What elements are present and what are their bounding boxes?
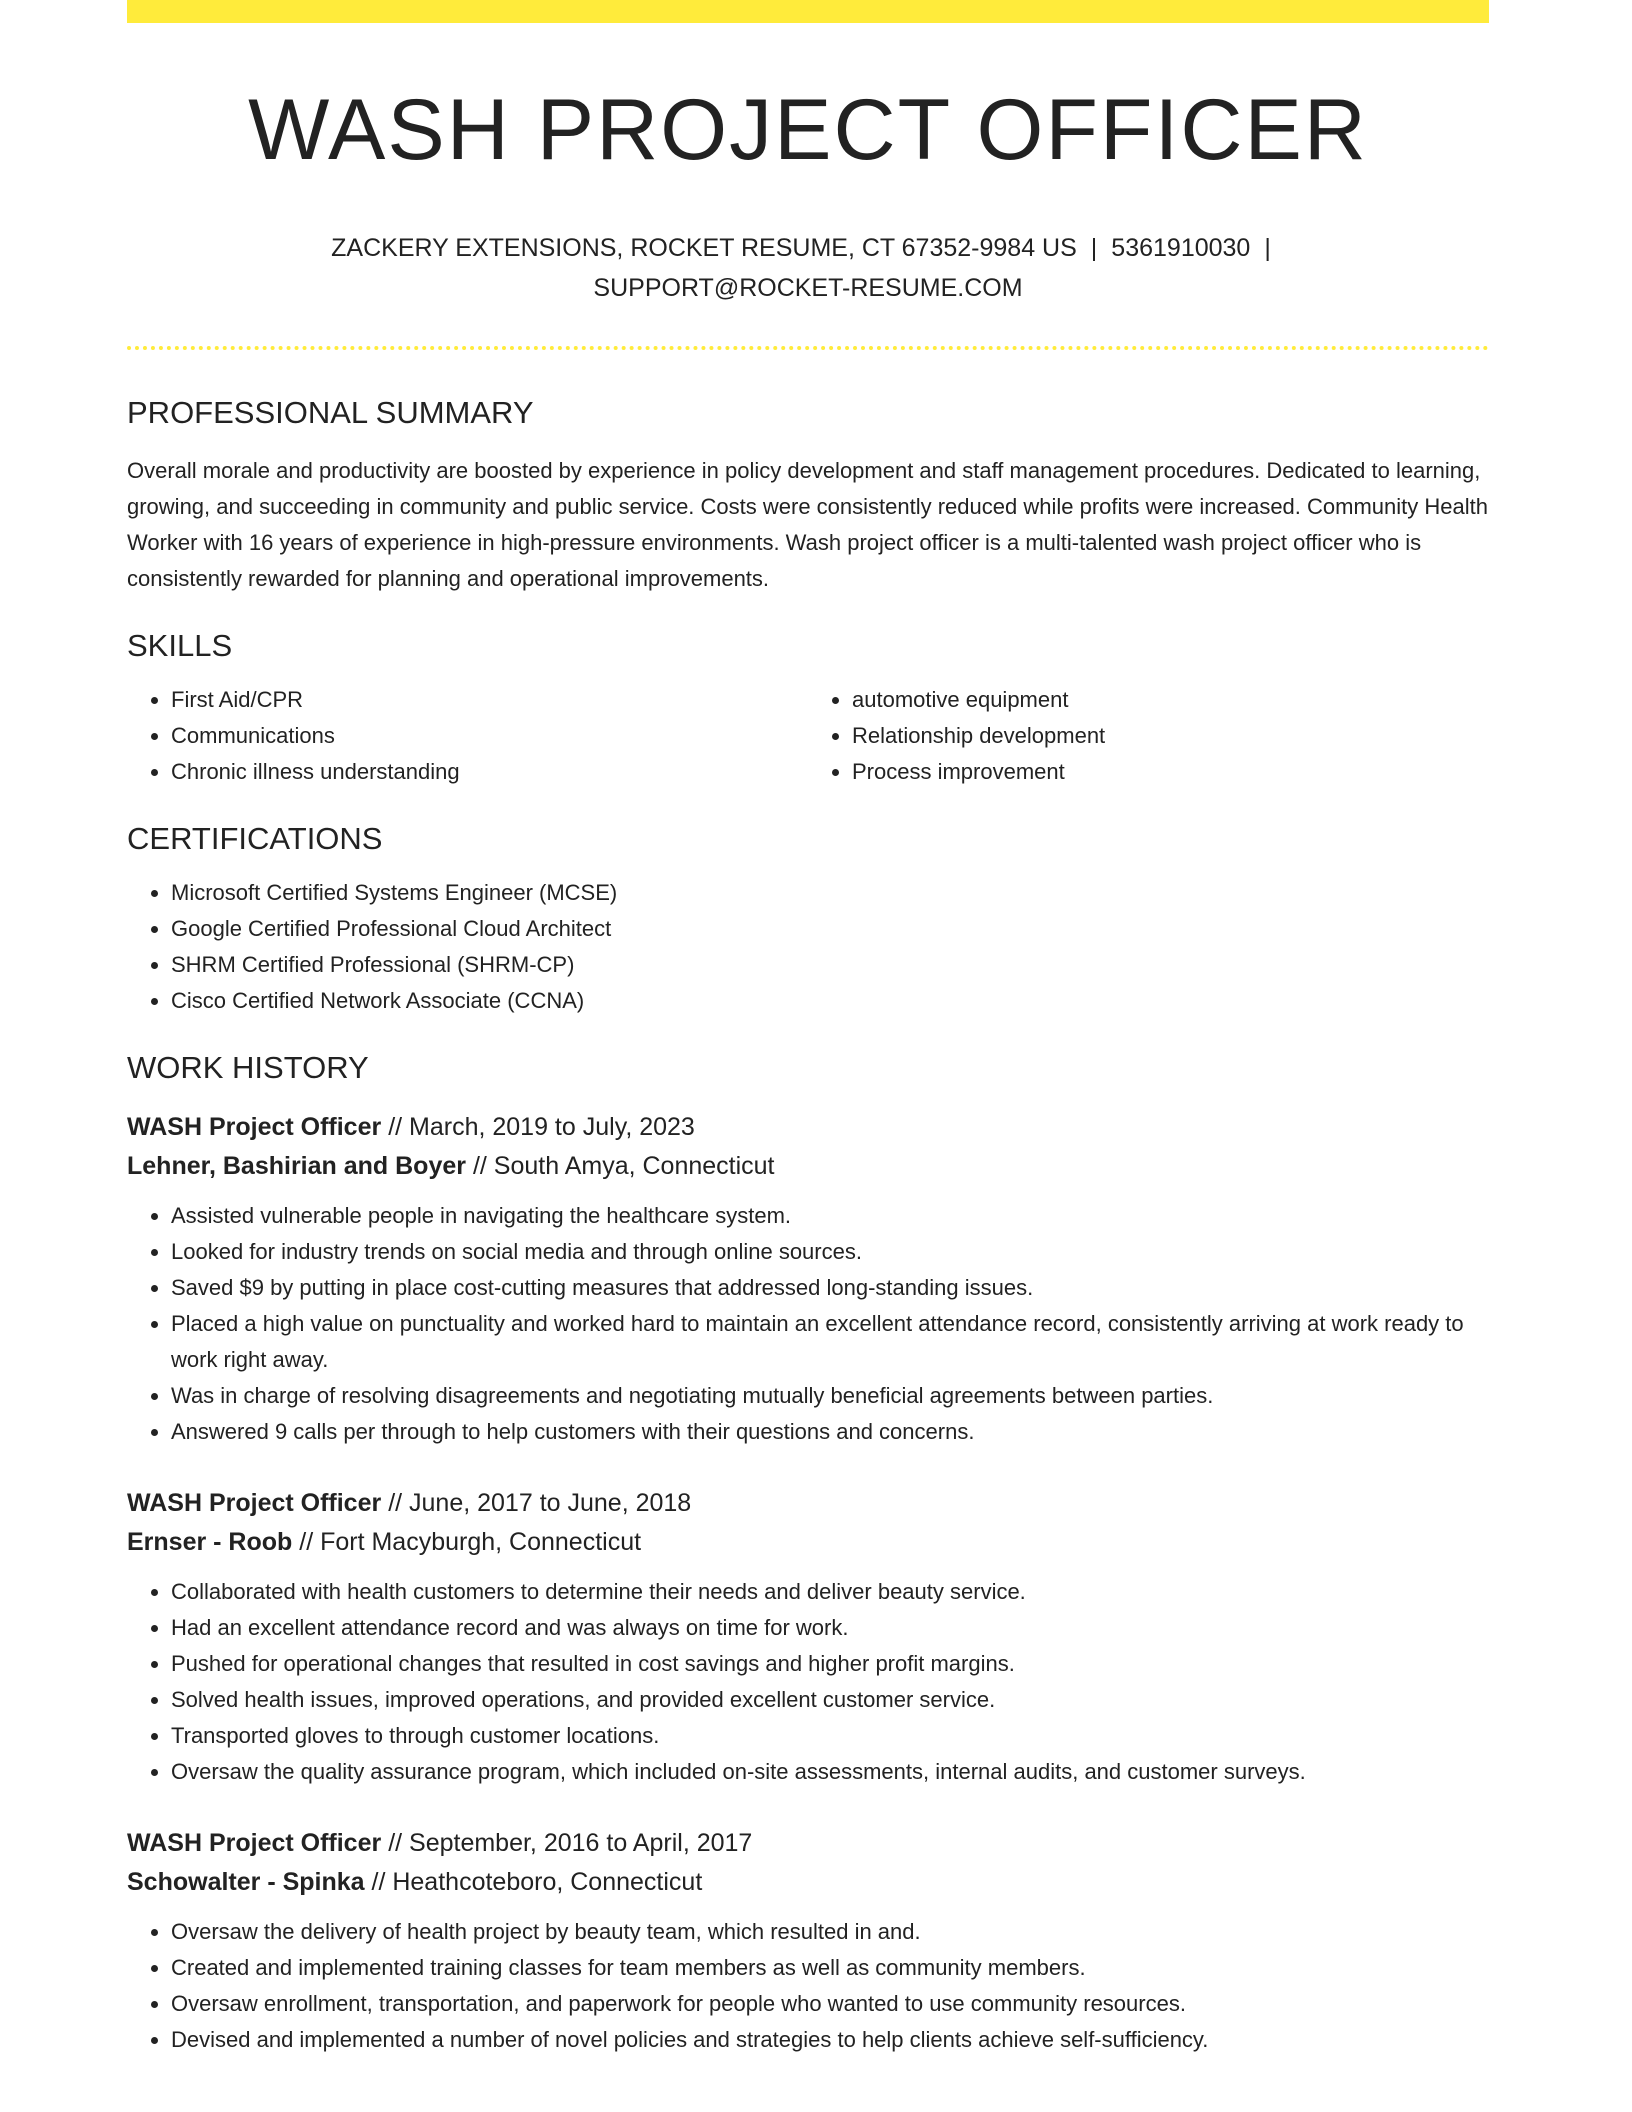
skills-column-right: [808, 682, 1489, 790]
job-entry: [127, 1484, 1489, 1790]
job-bullet: • Transported gloves to through customer locations.: [171, 1718, 1489, 1754]
job-role: WASH Project Officer: [127, 1829, 382, 1858]
job-bullet: • Placed a high value on punctuality and worked hard to maintain an excellent attendance record, consistently arriving at work ready to work right away.: [171, 1306, 1489, 1378]
skills-heading: SKILLS: [127, 627, 233, 663]
job-company-line: [127, 1147, 1489, 1186]
job-bullet: • Oversaw enrollment, transportation, and paperwork for people who wanted to use community resources.: [171, 1986, 1489, 2022]
job-bullets: [127, 1198, 1489, 1450]
skills-list: [127, 682, 1489, 790]
skill-item: • Chronic illness understanding: [171, 754, 808, 790]
summary-heading: PROFESSIONAL SUMMARY: [127, 394, 534, 430]
job-company-line: [127, 1523, 1489, 1562]
job-dates: // March, 2019 to July, 2023: [388, 1113, 695, 1142]
certification-item: • SHRM Certified Professional (SHRM-CP): [171, 947, 1489, 983]
job-bullet: • Had an excellent attendance record and was always on time for work.: [171, 1610, 1489, 1646]
skill-item: • automotive equipment: [852, 682, 1489, 718]
job-company: Ernser - Roob: [127, 1528, 293, 1557]
dotted-divider: [127, 346, 1489, 350]
job-bullet: • Was in charge of resolving disagreements and negotiating mutually beneficial agreements between parties.: [171, 1378, 1489, 1414]
job-bullet: • Solved health issues, improved operations, and provided excellent customer service.: [171, 1682, 1489, 1718]
job-bullet: • Looked for industry trends on social media and through online sources.: [171, 1234, 1489, 1270]
job-dates: // June, 2017 to June, 2018: [388, 1489, 692, 1518]
skill-item: • First Aid/CPR: [171, 682, 808, 718]
contact-separator: |: [1264, 233, 1271, 262]
job-title-line: [127, 1824, 1489, 1863]
job-bullet: • Pushed for operational changes that resulted in cost savings and higher profit margins.: [171, 1646, 1489, 1682]
job-title-line: [127, 1108, 1489, 1147]
job-bullets: [127, 1914, 1489, 2058]
job-bullet: • Devised and implemented a number of novel policies and strategies to help clients achieve self-sufficiency.: [171, 2022, 1489, 2058]
job-bullet: • Oversaw the quality assurance program, which included on-site assessments, internal audits, and customer surveys.: [171, 1754, 1489, 1790]
job-role: WASH Project Officer: [127, 1113, 382, 1142]
job-dates: // September, 2016 to April, 2017: [388, 1829, 753, 1858]
contact-separator: |: [1090, 233, 1098, 262]
accent-bar: [127, 0, 1489, 23]
job-bullet: • Assisted vulnerable people in navigating the healthcare system.: [171, 1198, 1489, 1234]
job-role: WASH Project Officer: [127, 1489, 382, 1518]
certifications-list: [127, 875, 1489, 1019]
certification-item: • Google Certified Professional Cloud Architect: [171, 911, 1489, 947]
job-company-line: [127, 1863, 1489, 1902]
contact-phone: 5361910030: [1111, 233, 1251, 262]
job-company: Schowalter - Spinka: [127, 1868, 365, 1897]
certification-item: • Cisco Certified Network Associate (CCNA): [171, 983, 1489, 1019]
job-bullet: • Oversaw the delivery of health project by beauty team, which resulted in and.: [171, 1914, 1489, 1950]
job-company: Lehner, Bashirian and Boyer: [127, 1152, 466, 1181]
job-bullet: • Answered 9 calls per through to help customers with their questions and concerns.: [171, 1414, 1489, 1450]
skills-column-left: [127, 682, 808, 790]
contact-info: [318, 228, 1298, 308]
job-location: // Fort Macyburgh, Connecticut: [299, 1528, 642, 1557]
work-history-heading: WORK HISTORY: [127, 1050, 369, 1086]
summary-text: Overall morale and productivity are boosted by experience in policy development and staff management procedures. Dedicated to learning, growing, and succeeding in community and public service. Costs were consistently reduced while profits were increased. Community Health Worker with 16 years of experience in high-pressure environments. Wash project officer is a multi-talented wash project officer who is consistently rewarded for planning and operational improvements.: [127, 457, 1488, 591]
job-entry: [127, 1108, 1489, 1450]
job-bullets: [127, 1574, 1489, 1790]
skill-item: • Process improvement: [852, 754, 1489, 790]
skill-item: • Communications: [171, 718, 808, 754]
resume-name: WASH PROJECT OFFICER: [248, 82, 1368, 178]
job-title-line: [127, 1484, 1489, 1523]
job-entry: [127, 1824, 1489, 2058]
contact-email: SUPPORT@ROCKET-RESUME.COM: [593, 273, 1023, 302]
job-location: // South Amya, Connecticut: [472, 1152, 775, 1181]
job-bullet: • Collaborated with health customers to determine their needs and deliver beauty service.: [171, 1574, 1489, 1610]
resume-page: [127, 0, 1489, 2058]
certifications-heading: CERTIFICATIONS: [127, 820, 383, 856]
job-location: // Heathcoteboro, Connecticut: [371, 1868, 703, 1897]
job-bullet: • Created and implemented training classes for team members as well as community members.: [171, 1950, 1489, 1986]
certification-item: • Microsoft Certified Systems Engineer (MCSE): [171, 875, 1489, 911]
contact-address: ZACKERY EXTENSIONS, ROCKET RESUME, CT 67352-9984 US: [331, 233, 1077, 262]
job-bullet: • Saved $9 by putting in place cost-cutting measures that addressed long-standing issues.: [171, 1270, 1489, 1306]
skill-item: • Relationship development: [852, 718, 1489, 754]
